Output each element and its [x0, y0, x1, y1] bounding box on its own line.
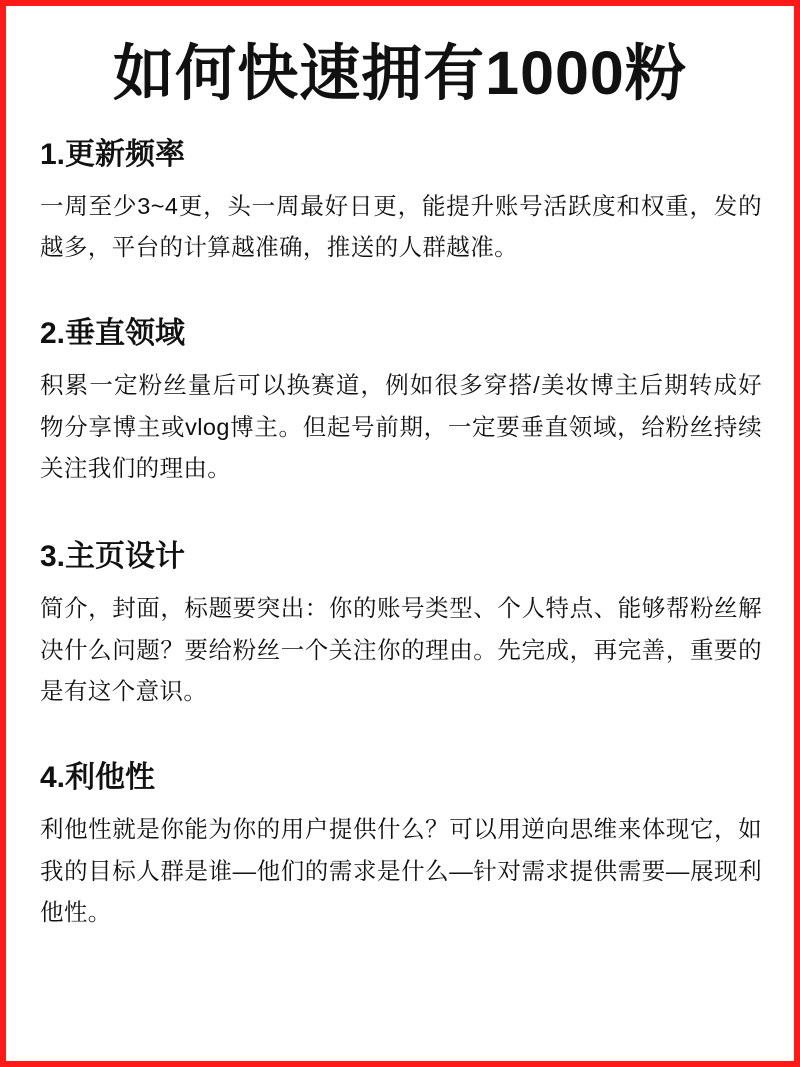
- section-heading-text: 1.更新频率: [40, 138, 186, 172]
- section-update-frequency: [36, 136, 764, 269]
- section-heading-text: 4.利他性: [40, 761, 156, 795]
- section-heading: [40, 759, 159, 799]
- section-body: 积累一定粉丝量后可以换赛道，例如很多穿搭/美妆博主后期转成好物分享博主或vlog博主。但起号前期，一定要垂直领域，给粉丝持续关注我们的理由。: [40, 371, 762, 482]
- page-title: 如何快速拥有1000粉: [113, 39, 687, 107]
- section-body: 一周至少3~4更，头一周最好日更，能提升账号活跃度和权重，发的越多，平台的计算越准确，推送的人群越准。: [40, 192, 762, 261]
- section-body: 简介，封面，标题要突出：你的账号类型、个人特点、能够帮粉丝解决什么问题？要给粉丝一个关注你的理由。先完成，再完善，重要的是有这个意识。: [40, 594, 762, 705]
- section-heading-text: 3.主页设计: [40, 540, 186, 574]
- section-body: 利他性就是你能为你的用户提供什么？可以用逆向思维来体现它，如我的目标人群是谁—他们的需求是什么—针对需求提供需要—展现利他性。: [40, 815, 762, 926]
- section-homepage-design: [36, 538, 764, 713]
- section-heading: [40, 538, 189, 578]
- section-vertical-niche: [36, 315, 764, 490]
- section-altruism: [36, 759, 764, 934]
- section-heading: [40, 315, 189, 355]
- section-heading-text: 2.垂直领域: [40, 317, 186, 351]
- section-heading: [40, 136, 189, 176]
